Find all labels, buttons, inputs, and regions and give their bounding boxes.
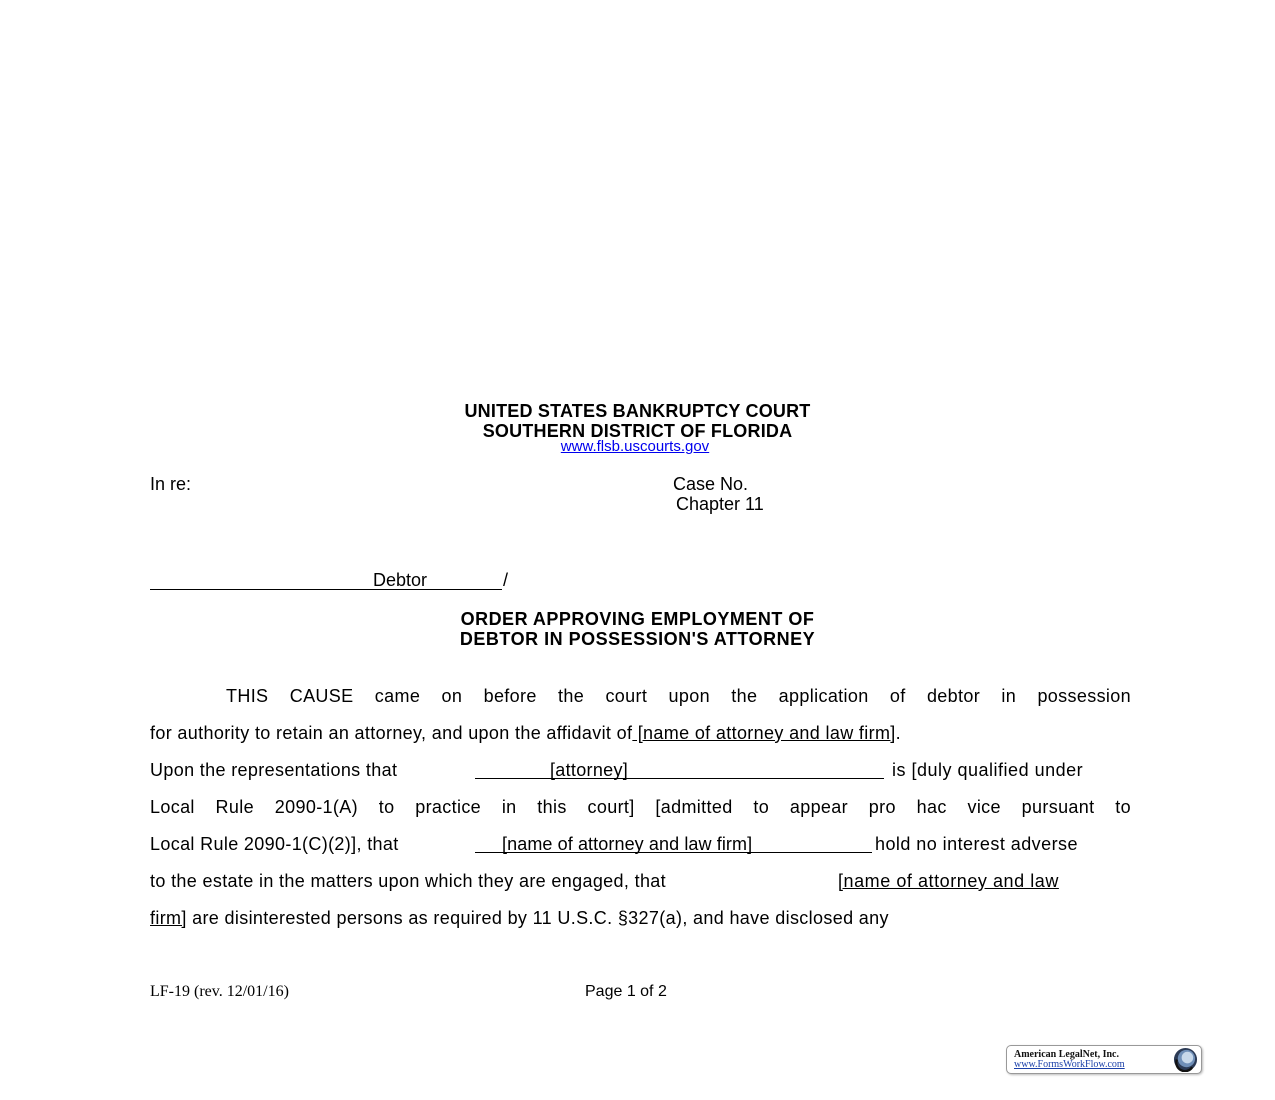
attorney-firm-field: [name of attorney and law firm]	[502, 834, 753, 854]
debtor-name-line	[150, 570, 502, 590]
body-line-2	[150, 722, 1131, 744]
page-number: Page 1 of 2	[585, 983, 667, 1000]
body-text: are disinterested persons as required by 11 U.S.C. §327(a), and have disclosed any	[186, 908, 889, 928]
body-text: hold no interest adverse	[875, 834, 1078, 854]
order-title-line2: DEBTOR IN POSSESSION'S ATTORNEY	[459, 629, 816, 649]
body-text: THIS CAUSE came on before the court upon the application of debtor in possession	[226, 686, 1131, 706]
attorney-firm-field: firm]	[150, 908, 187, 928]
body-text: .	[895, 723, 902, 743]
body-text: Upon the representations that	[150, 760, 398, 780]
badge-url-link[interactable]: www.FormsWorkFlow.com	[1014, 1059, 1125, 1070]
badge-company: American LegalNet, Inc.	[1014, 1049, 1119, 1060]
attorney-firm-field: [name of attorney and law	[838, 871, 1059, 891]
body-text: is [duly qualified under	[892, 760, 1084, 780]
caption-slash: /	[503, 570, 509, 590]
court-name: UNITED STATES BANKRUPTCY COURT	[464, 401, 811, 421]
american-legalnet-badge[interactable]	[1006, 1045, 1202, 1074]
attorney-field: [attorney]	[550, 760, 629, 780]
in-re-label: In re:	[150, 474, 192, 494]
body-line-7	[150, 907, 1131, 929]
body-line-4: Local Rule 2090-1(A) to practice in this court] [admitted to appear pro hac vice pursuant to	[150, 797, 1131, 817]
body-text: to the estate in the matters upon which they are engaged, that	[150, 871, 667, 891]
order-title-line1: ORDER APPROVING EMPLOYMENT OF	[460, 609, 815, 629]
body-line-1	[226, 685, 1131, 707]
globe-icon	[1173, 1047, 1198, 1072]
form-id: LF-19 (rev. 12/01/16)	[150, 983, 289, 1000]
case-no-label: Case No.	[673, 474, 749, 494]
attorney-firm-field: [name of attorney and law firm]	[632, 723, 896, 743]
body-text: Local Rule 2090-1(C)(2)], that	[150, 834, 399, 854]
attorney-field-line	[475, 759, 884, 779]
chapter-label: Chapter 11	[676, 494, 764, 514]
debtor-label: Debtor	[373, 570, 428, 590]
court-website-link[interactable]: www.flsb.uscourts.gov	[560, 438, 710, 455]
court-district: SOUTHERN DISTRICT OF FLORIDA	[482, 421, 793, 441]
body-text: for authority to retain an attorney, and upon the affidavit of	[150, 723, 633, 743]
